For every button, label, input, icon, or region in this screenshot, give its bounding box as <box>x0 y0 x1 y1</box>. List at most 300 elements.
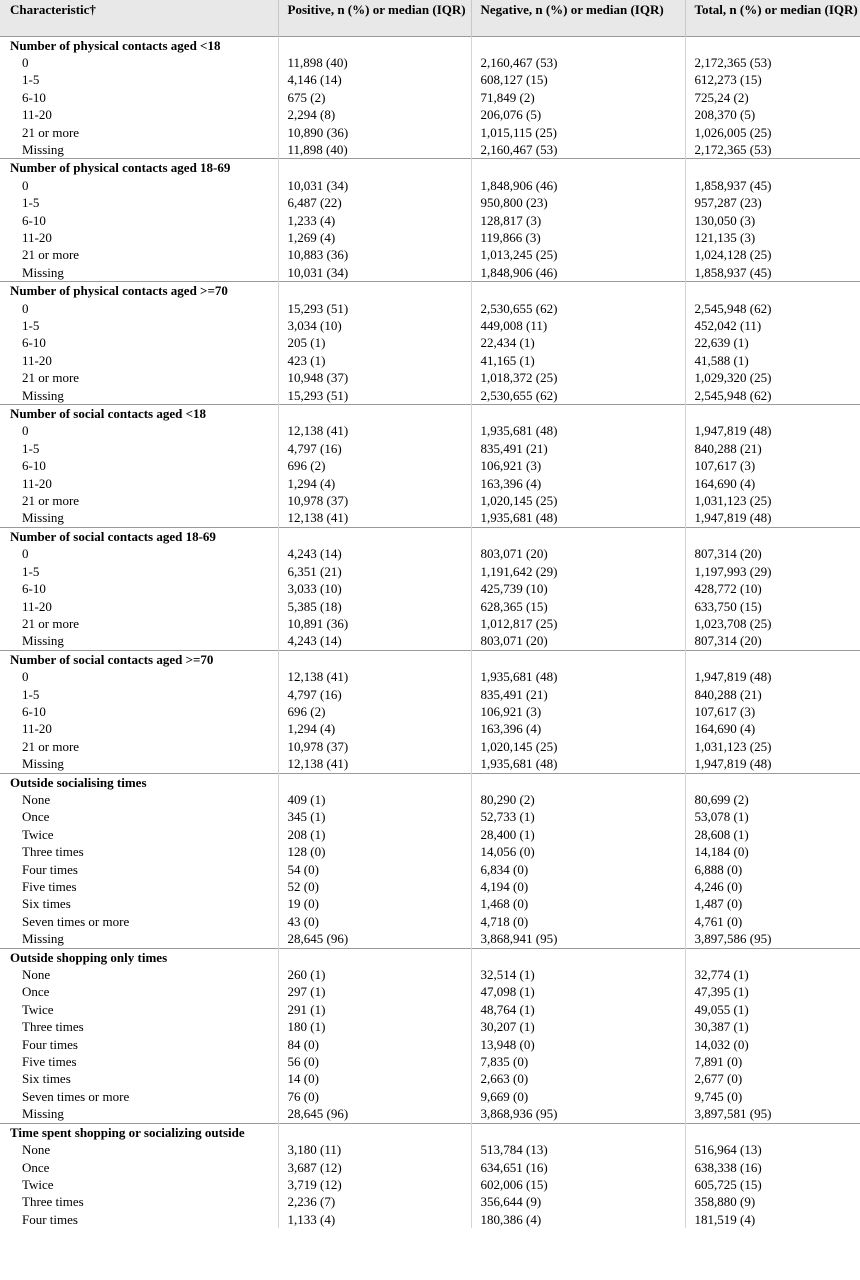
total-cell: 2,545,948 (62) <box>694 387 772 403</box>
negative-cell: 1,935,681 (48) <box>471 755 685 773</box>
table-row <box>0 913 860 930</box>
row-label: 1-5 <box>0 686 278 703</box>
total-cell: 9,745 (0) <box>694 1088 743 1104</box>
row-label: Seven times or more <box>0 913 278 930</box>
table-row <box>0 668 860 685</box>
negative-cell: 1,848,906 (46) <box>471 177 685 194</box>
row-label: 1-5 <box>0 440 278 457</box>
negative-cell: 1,013,245 (25) <box>471 246 685 263</box>
positive-cell: 12,138 (41) <box>278 755 471 773</box>
negative-cell: 32,514 (1) <box>471 966 685 983</box>
row-label: 21 or more <box>0 738 278 755</box>
positive-cell: 1,269 (4) <box>278 229 471 246</box>
negative-cell: 119,866 (3) <box>471 229 685 246</box>
total-cell: 164,690 (4) <box>694 475 756 491</box>
table-row <box>0 861 860 878</box>
table-row <box>0 545 860 562</box>
table-row <box>0 703 860 720</box>
positive-cell: 12,138 (41) <box>278 509 471 527</box>
row-label: Once <box>0 1159 278 1176</box>
table-row <box>0 632 860 650</box>
table-row <box>0 124 860 141</box>
total-cell: 452,042 (11) <box>694 318 762 333</box>
row-label: Twice <box>0 826 278 843</box>
negative-cell: 950,800 (23) <box>471 194 685 211</box>
row-label: 21 or more <box>0 124 278 141</box>
total-cell: 47,395 (1) <box>694 984 749 1000</box>
row-label: Missing <box>0 632 278 650</box>
total-cell: 2,172,365 (53) <box>694 54 772 70</box>
row-label: 0 <box>0 300 278 317</box>
row-label: 1-5 <box>0 563 278 580</box>
total-cell: 2,172,365 (53) <box>694 141 772 157</box>
section-header-row <box>0 527 860 545</box>
table-row <box>0 106 860 123</box>
positive-cell: 54 (0) <box>278 861 471 878</box>
row-label: Missing <box>0 509 278 527</box>
section-empty-cell <box>278 527 471 545</box>
positive-cell: 345 (1) <box>278 808 471 825</box>
table-row <box>0 475 860 492</box>
section-empty-cell <box>278 159 471 177</box>
section-title: Outside socialising times <box>0 773 278 791</box>
table-row <box>0 686 860 703</box>
section-empty-cell <box>685 36 860 54</box>
negative-cell: 30,207 (1) <box>471 1018 685 1035</box>
negative-cell: 1,015,115 (25) <box>471 124 685 141</box>
negative-cell: 4,194 (0) <box>471 878 685 895</box>
section-header-row <box>0 282 860 300</box>
positive-cell: 84 (0) <box>278 1036 471 1053</box>
table-row <box>0 177 860 194</box>
negative-cell: 14,056 (0) <box>471 843 685 860</box>
negative-cell: 1,020,145 (25) <box>471 738 685 755</box>
table-row <box>0 54 860 71</box>
row-label: Once <box>0 808 278 825</box>
row-label: None <box>0 966 278 983</box>
section-empty-cell <box>471 948 685 966</box>
table-row <box>0 1159 860 1176</box>
positive-cell: 10,978 (37) <box>278 492 471 509</box>
row-label: Missing <box>0 930 278 948</box>
positive-cell: 28,645 (96) <box>278 930 471 948</box>
section-header-row <box>0 159 860 177</box>
positive-cell: 4,243 (14) <box>278 545 471 562</box>
table-row <box>0 808 860 825</box>
table-row <box>0 1105 860 1123</box>
row-label: Missing <box>0 1105 278 1123</box>
negative-cell: 1,935,681 (48) <box>471 422 685 439</box>
total-cell: 633,750 (15) <box>694 598 762 614</box>
positive-cell: 1,233 (4) <box>278 212 471 229</box>
table-row <box>0 334 860 351</box>
table-row <box>0 369 860 386</box>
negative-cell: 1,468 (0) <box>471 895 685 912</box>
table-row <box>0 826 860 843</box>
positive-cell: 6,487 (22) <box>278 194 471 211</box>
negative-cell: 1,935,681 (48) <box>471 668 685 685</box>
negative-cell: 803,071 (20) <box>471 545 685 562</box>
total-cell: 2,545,948 (62) <box>694 300 772 316</box>
total-cell: 840,288 (21) <box>694 440 762 456</box>
section-empty-cell <box>278 282 471 300</box>
section-empty-cell <box>685 650 860 668</box>
section-empty-cell <box>278 650 471 668</box>
row-label: Six times <box>0 895 278 912</box>
negative-cell: 41,165 (1) <box>471 352 685 369</box>
positive-cell: 128 (0) <box>278 843 471 860</box>
table-row <box>0 492 860 509</box>
section-empty-cell <box>278 1123 471 1141</box>
row-label: 1-5 <box>0 317 278 334</box>
negative-cell: 2,663 (0) <box>471 1070 685 1087</box>
total-cell: 1,947,819 (48) <box>694 669 772 685</box>
total-cell: 22,639 (1) <box>694 335 749 351</box>
row-label: Missing <box>0 387 278 405</box>
table-row <box>0 317 860 334</box>
positive-cell: 423 (1) <box>278 352 471 369</box>
total-cell: 130,050 (3) <box>694 212 756 228</box>
row-label: Four times <box>0 1211 278 1228</box>
table-row <box>0 1088 860 1105</box>
positive-cell: 10,890 (36) <box>278 124 471 141</box>
positive-cell: 10,978 (37) <box>278 738 471 755</box>
section-empty-cell <box>278 405 471 423</box>
negative-cell: 7,835 (0) <box>471 1053 685 1070</box>
row-label: 0 <box>0 54 278 71</box>
table-row <box>0 580 860 597</box>
section-empty-cell <box>471 1123 685 1141</box>
table-row <box>0 440 860 457</box>
total-cell: 4,246 (0) <box>694 879 743 894</box>
positive-cell: 205 (1) <box>278 334 471 351</box>
positive-cell: 52 (0) <box>278 878 471 895</box>
table-row <box>0 615 860 632</box>
section-header-row <box>0 1123 860 1141</box>
positive-cell: 409 (1) <box>278 791 471 808</box>
positive-cell: 76 (0) <box>278 1088 471 1105</box>
table-row <box>0 1141 860 1158</box>
total-cell: 807,314 (20) <box>694 633 762 649</box>
table-row <box>0 738 860 755</box>
row-label: 0 <box>0 422 278 439</box>
table-row <box>0 229 860 246</box>
section-empty-cell <box>685 282 860 300</box>
positive-cell: 12,138 (41) <box>278 668 471 685</box>
table-row <box>0 141 860 159</box>
section-empty-cell <box>685 159 860 177</box>
negative-cell: 163,396 (4) <box>471 720 685 737</box>
total-cell: 49,055 (1) <box>694 1001 749 1017</box>
total-cell: 1,029,320 (25) <box>694 370 772 386</box>
table-row <box>0 89 860 106</box>
total-cell: 7,891 (0) <box>694 1054 743 1070</box>
total-cell: 107,617 (3) <box>694 458 756 474</box>
table-row <box>0 1001 860 1018</box>
negative-cell: 28,400 (1) <box>471 826 685 843</box>
negative-cell: 1,012,817 (25) <box>471 615 685 632</box>
total-cell: 107,617 (3) <box>694 703 756 719</box>
table-row <box>0 212 860 229</box>
negative-cell: 513,784 (13) <box>471 1141 685 1158</box>
section-empty-cell <box>685 773 860 791</box>
row-label: 11-20 <box>0 598 278 615</box>
table-row <box>0 457 860 474</box>
total-cell: 358,880 (9) <box>694 1194 756 1210</box>
negative-cell: 80,290 (2) <box>471 791 685 808</box>
positive-cell: 10,883 (36) <box>278 246 471 263</box>
positive-cell: 15,293 (51) <box>278 300 471 317</box>
header-total: Total, n (%) or median (IQR) <box>685 0 860 36</box>
table-row <box>0 300 860 317</box>
positive-cell: 2,236 (7) <box>278 1193 471 1210</box>
positive-cell: 15,293 (51) <box>278 387 471 405</box>
negative-cell: 47,098 (1) <box>471 983 685 1000</box>
row-label: Three times <box>0 1193 278 1210</box>
positive-cell: 10,948 (37) <box>278 369 471 386</box>
table-row <box>0 246 860 263</box>
row-label: 6-10 <box>0 703 278 720</box>
negative-cell: 2,160,467 (53) <box>471 54 685 71</box>
table-row <box>0 1018 860 1035</box>
positive-cell: 2,294 (8) <box>278 106 471 123</box>
negative-cell: 163,396 (4) <box>471 475 685 492</box>
row-label: 6-10 <box>0 212 278 229</box>
section-empty-cell <box>278 773 471 791</box>
negative-cell: 22,434 (1) <box>471 334 685 351</box>
positive-cell: 3,719 (12) <box>278 1176 471 1193</box>
row-label: 6-10 <box>0 89 278 106</box>
negative-cell: 13,948 (0) <box>471 1036 685 1053</box>
row-label: Twice <box>0 1001 278 1018</box>
row-label: Six times <box>0 1070 278 1087</box>
total-cell: 3,897,586 (95) <box>694 931 772 947</box>
total-cell: 80,699 (2) <box>694 791 749 807</box>
positive-cell: 4,243 (14) <box>278 632 471 650</box>
table-row <box>0 843 860 860</box>
negative-cell: 1,020,145 (25) <box>471 492 685 509</box>
total-cell: 612,273 (15) <box>694 72 762 88</box>
section-empty-cell <box>278 948 471 966</box>
total-cell: 840,288 (21) <box>694 686 762 702</box>
positive-cell: 3,687 (12) <box>278 1159 471 1176</box>
negative-cell: 803,071 (20) <box>471 632 685 650</box>
positive-cell: 1,294 (4) <box>278 475 471 492</box>
row-label: Four times <box>0 1036 278 1053</box>
negative-cell: 206,076 (5) <box>471 106 685 123</box>
section-header-row <box>0 405 860 423</box>
row-label: 21 or more <box>0 492 278 509</box>
negative-cell: 1,935,681 (48) <box>471 509 685 527</box>
negative-cell: 3,868,941 (95) <box>471 930 685 948</box>
positive-cell: 4,797 (16) <box>278 440 471 457</box>
negative-cell: 2,530,655 (62) <box>471 387 685 405</box>
section-title: Number of physical contacts aged >=70 <box>0 282 278 300</box>
positive-cell: 696 (2) <box>278 703 471 720</box>
section-header-row <box>0 948 860 966</box>
positive-cell: 208 (1) <box>278 826 471 843</box>
negative-cell: 2,530,655 (62) <box>471 300 685 317</box>
table-row <box>0 264 860 282</box>
positive-cell: 12,138 (41) <box>278 422 471 439</box>
table-body <box>0 36 860 1228</box>
row-label: Three times <box>0 1018 278 1035</box>
table-row <box>0 930 860 948</box>
total-cell: 4,761 (0) <box>694 913 743 929</box>
row-label: Missing <box>0 755 278 773</box>
row-label: 11-20 <box>0 229 278 246</box>
positive-cell: 14 (0) <box>278 1070 471 1087</box>
table-row <box>0 563 860 580</box>
total-cell: 121,135 (3) <box>694 229 756 245</box>
positive-cell: 4,797 (16) <box>278 686 471 703</box>
positive-cell: 19 (0) <box>278 895 471 912</box>
table-row <box>0 1211 860 1228</box>
total-cell: 807,314 (20) <box>694 546 762 562</box>
section-empty-cell <box>471 650 685 668</box>
table-row <box>0 422 860 439</box>
positive-cell: 11,898 (40) <box>278 54 471 71</box>
section-title: Number of social contacts aged <18 <box>0 405 278 423</box>
section-empty-cell <box>471 282 685 300</box>
total-cell: 725,24 (2) <box>694 89 749 105</box>
section-header-row <box>0 773 860 791</box>
table-row <box>0 387 860 405</box>
table-row <box>0 194 860 211</box>
row-label: Twice <box>0 1176 278 1193</box>
negative-cell: 602,006 (15) <box>471 1176 685 1193</box>
total-cell: 3,897,581 (95) <box>694 1106 772 1122</box>
section-title: Number of social contacts aged >=70 <box>0 650 278 668</box>
positive-cell: 4,146 (14) <box>278 71 471 88</box>
negative-cell: 106,921 (3) <box>471 703 685 720</box>
positive-cell: 3,180 (11) <box>278 1141 471 1158</box>
row-label: Three times <box>0 843 278 860</box>
section-empty-cell <box>685 948 860 966</box>
table-row <box>0 1053 860 1070</box>
header-row <box>0 0 860 36</box>
row-label: 0 <box>0 545 278 562</box>
table-row <box>0 983 860 1000</box>
negative-cell: 1,018,372 (25) <box>471 369 685 386</box>
row-label: Missing <box>0 264 278 282</box>
row-label: Missing <box>0 141 278 159</box>
positive-cell: 6,351 (21) <box>278 563 471 580</box>
table-row <box>0 598 860 615</box>
negative-cell: 835,491 (21) <box>471 686 685 703</box>
total-cell: 638,338 (16) <box>694 1159 762 1175</box>
negative-cell: 71,849 (2) <box>471 89 685 106</box>
negative-cell: 4,718 (0) <box>471 913 685 930</box>
row-label: Once <box>0 983 278 1000</box>
section-empty-cell <box>471 405 685 423</box>
row-label: Seven times or more <box>0 1088 278 1105</box>
negative-cell: 356,644 (9) <box>471 1193 685 1210</box>
row-label: Five times <box>0 878 278 895</box>
positive-cell: 297 (1) <box>278 983 471 1000</box>
row-label: None <box>0 1141 278 1158</box>
total-cell: 2,677 (0) <box>694 1071 743 1087</box>
row-label: 11-20 <box>0 106 278 123</box>
total-cell: 28,608 (1) <box>694 826 749 842</box>
section-header-row <box>0 36 860 54</box>
negative-cell: 425,739 (10) <box>471 580 685 597</box>
negative-cell: 180,386 (4) <box>471 1211 685 1228</box>
total-cell: 957,287 (23) <box>694 195 762 211</box>
total-cell: 428,772 (10) <box>694 581 762 597</box>
row-label: 11-20 <box>0 475 278 492</box>
negative-cell: 1,191,642 (29) <box>471 563 685 580</box>
row-label: Four times <box>0 861 278 878</box>
total-cell: 1,947,819 (48) <box>694 423 772 439</box>
section-title: Number of physical contacts aged 18-69 <box>0 159 278 177</box>
table-row <box>0 720 860 737</box>
positive-cell: 180 (1) <box>278 1018 471 1035</box>
negative-cell: 48,764 (1) <box>471 1001 685 1018</box>
positive-cell: 28,645 (96) <box>278 1105 471 1123</box>
row-label: 0 <box>0 177 278 194</box>
section-empty-cell <box>471 36 685 54</box>
negative-cell: 6,834 (0) <box>471 861 685 878</box>
total-cell: 1,947,819 (48) <box>694 756 772 772</box>
positive-cell: 675 (2) <box>278 89 471 106</box>
table-row <box>0 1036 860 1053</box>
total-cell: 14,032 (0) <box>694 1036 749 1052</box>
row-label: 0 <box>0 668 278 685</box>
row-label: Five times <box>0 1053 278 1070</box>
section-title: Outside shopping only times <box>0 948 278 966</box>
total-cell: 30,387 (1) <box>694 1019 749 1035</box>
row-label: None <box>0 791 278 808</box>
total-cell: 1,487 (0) <box>694 896 743 912</box>
total-cell: 516,964 (13) <box>694 1142 762 1158</box>
negative-cell: 449,008 (11) <box>471 317 685 334</box>
total-cell: 1,858,937 (45) <box>694 177 772 193</box>
row-label: 21 or more <box>0 369 278 386</box>
total-cell: 14,184 (0) <box>694 844 749 860</box>
total-cell: 208,370 (5) <box>694 107 756 123</box>
positive-cell: 291 (1) <box>278 1001 471 1018</box>
total-cell: 6,888 (0) <box>694 861 743 877</box>
total-cell: 1,026,005 (25) <box>694 124 772 140</box>
total-cell: 181,519 (4) <box>694 1211 756 1227</box>
total-cell: 605,725 (15) <box>694 1176 762 1192</box>
negative-cell: 3,868,936 (95) <box>471 1105 685 1123</box>
section-empty-cell <box>685 1123 860 1141</box>
row-label: 21 or more <box>0 615 278 632</box>
total-cell: 1,031,123 (25) <box>694 738 772 754</box>
positive-cell: 10,031 (34) <box>278 177 471 194</box>
negative-cell: 52,733 (1) <box>471 808 685 825</box>
negative-cell: 128,817 (3) <box>471 212 685 229</box>
total-cell: 1,197,993 (29) <box>694 563 772 579</box>
table-row <box>0 71 860 88</box>
negative-cell: 628,365 (15) <box>471 598 685 615</box>
negative-cell: 9,669 (0) <box>471 1088 685 1105</box>
table-row <box>0 1176 860 1193</box>
negative-cell: 835,491 (21) <box>471 440 685 457</box>
header-characteristic: Characteristic† <box>0 0 278 36</box>
table-row <box>0 352 860 369</box>
row-label: 21 or more <box>0 246 278 263</box>
row-label: 1-5 <box>0 194 278 211</box>
section-empty-cell <box>685 405 860 423</box>
table-row <box>0 966 860 983</box>
table-row <box>0 791 860 808</box>
total-cell: 1,858,937 (45) <box>694 264 772 280</box>
section-empty-cell <box>685 527 860 545</box>
row-label: 6-10 <box>0 334 278 351</box>
